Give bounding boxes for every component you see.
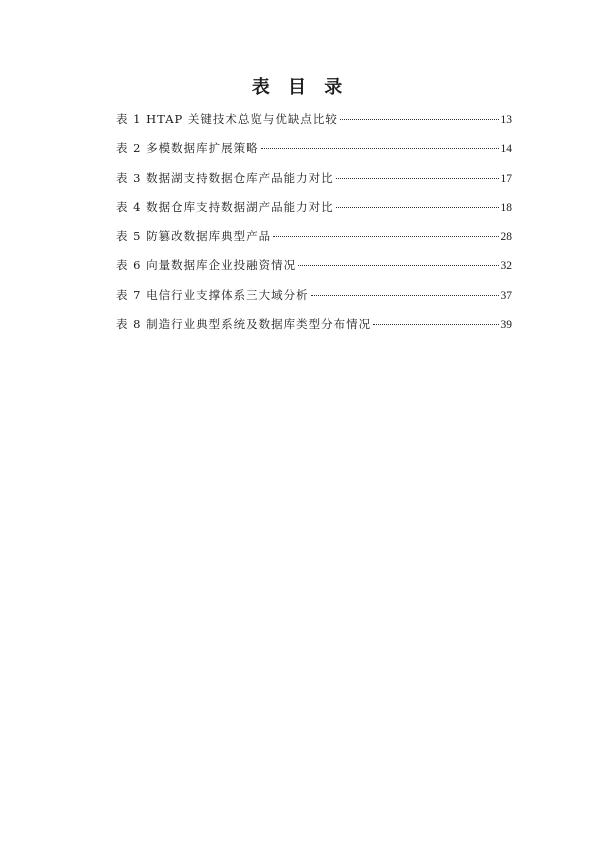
toc-entry-label: 表 8 制造行业典型系统及数据库类型分布情况 <box>116 317 372 332</box>
toc-entry-label: 表 2 多模数据库扩展策略 <box>116 141 259 156</box>
toc-entry-4[interactable] <box>116 196 512 225</box>
toc-entry-label: 表 1 HTAP 关键技术总览与优缺点比较 <box>116 112 338 126</box>
toc-entry-7[interactable] <box>116 284 512 313</box>
toc-page-number: 28 <box>500 231 512 244</box>
toc-page-number: 14 <box>500 143 512 156</box>
toc-page-number: 32 <box>500 260 512 273</box>
toc-page-number: 37 <box>500 289 512 302</box>
toc-entry-6[interactable] <box>116 254 512 283</box>
toc-dot-leader <box>311 295 499 296</box>
toc-dot-leader <box>373 324 498 325</box>
toc-entry-label: 表 3 数据湖支持数据仓库产品能力对比 <box>116 170 334 185</box>
toc-page-number: 18 <box>500 201 512 214</box>
page-title: 表 目 录 <box>251 77 349 98</box>
toc-page-number: 17 <box>500 172 512 185</box>
toc-dot-leader <box>261 148 499 149</box>
toc-dot-leader <box>273 236 498 237</box>
toc-dot-leader <box>298 265 498 266</box>
toc-dot-leader <box>336 178 499 179</box>
toc-entry-label: 表 7 电信行业支撑体系三大域分析 <box>116 287 309 302</box>
toc-entry-1[interactable] <box>116 108 512 137</box>
toc-page-number: 13 <box>500 114 512 126</box>
toc-dot-leader <box>336 207 499 208</box>
toc-entry-label: 表 5 防篡改数据库典型产品 <box>116 229 272 244</box>
toc-entry-label: 表 6 向量数据库企业投融资情况 <box>116 258 297 273</box>
toc-entry-5[interactable] <box>116 225 512 254</box>
toc-entry-3[interactable] <box>116 167 512 196</box>
toc-dot-leader <box>340 119 499 120</box>
toc-page-number: 39 <box>500 319 512 332</box>
toc-entry-2[interactable] <box>116 137 512 166</box>
toc-entry-8[interactable] <box>116 313 512 342</box>
table-of-contents <box>116 108 512 342</box>
toc-entry-label: 表 4 数据仓库支持数据湖产品能力对比 <box>116 199 334 214</box>
